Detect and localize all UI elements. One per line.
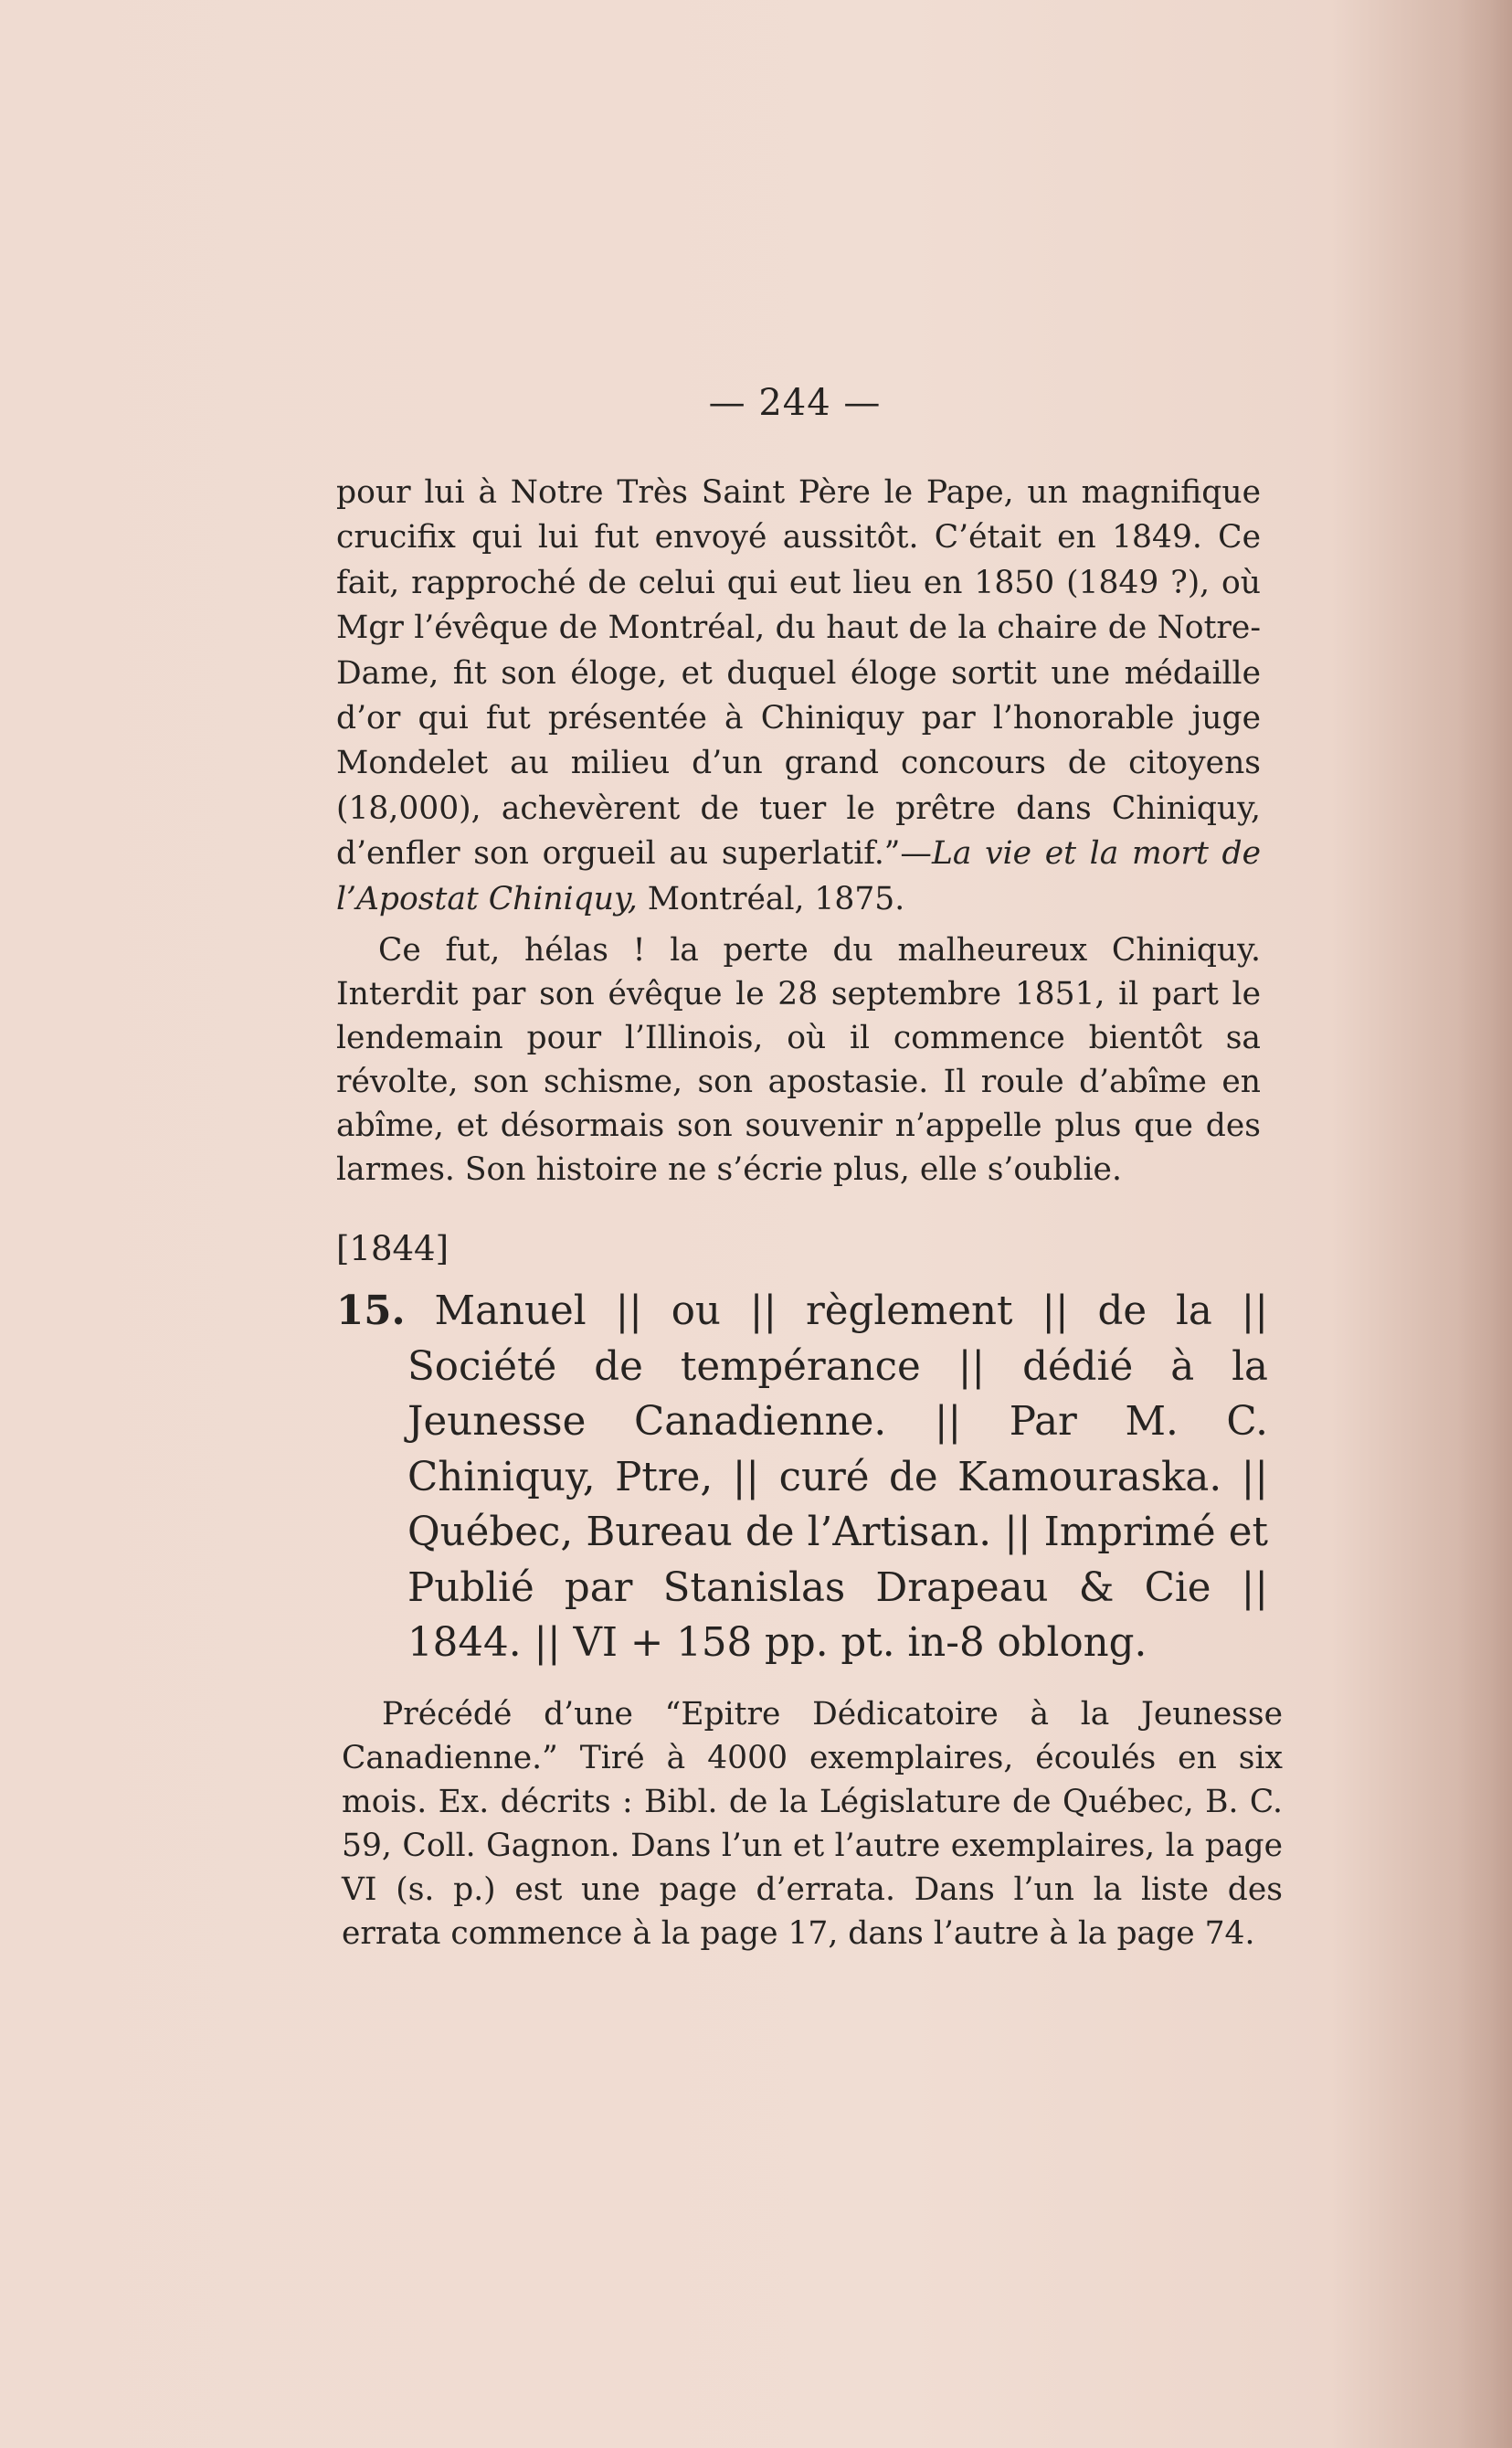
quotation-paragraph — [336, 471, 1261, 922]
entry-year: [1844] — [336, 1229, 449, 1268]
quotation-source-place: Montréal, 1875. — [637, 880, 905, 917]
quotation-text: pour lui à Notre Très Saint Père le Pape, un magnifique crucifix qui lui fut envoyé aussitôt. C’était en 1849. Ce fait, rapproché de celui qui eut lieu en 1850 (1849 ?), où Mgr l’évêque de Montréal, du haut de la chaire de Notre-Dame, fit son éloge, et duquel éloge sortit une médaille d’or qui fut présentée à Chiniquy par l’honorable juge Mondelet au milieu d’un grand concours de citoyens (18,000), achevèrent de tuer le prêtre dans Chiniquy, d’enfler son orgueil au superlatif.”— — [336, 474, 1261, 873]
page-gutter-shadow — [1457, 0, 1512, 2448]
page-number: — 244 — — [708, 382, 882, 424]
entry-title: Manuel || ou || règlement || de la || Société de tempérance || dédié à la Jeunesse Canadienne. || Par M. C. Chiniquy, Ptre, || curé de Kamouraska. || Québec, Bureau de l’Artisan. || Imprimé et Publié par Stanislas Drapeau & Cie || 1844. || VI + 158 pp. pt. in-8 oblong. — [405, 1288, 1268, 1666]
entry-note: Précédé d’une “Epitre Dédicatoire à la Jeunesse Canadienne.” Tiré à 4000 exemplaires, écoulés en six mois. Ex. décrits : Bibl. de la Législature de Québec, B. C. 59, Coll. Gagnon. Dans l’un et l’autre exemplaires, la page VI (s. p.) est une page d’errata. Dans l’un la liste des errata commence à la page 17, dans l’autre à la page 74. — [342, 1696, 1283, 1952]
body-paragraph: Ce fut, hélas ! la perte du malheureux Chiniquy. Interdit par son évêque le 28 septembre 1851, il part le lendemain pour l’Illinois, où il commence bientôt sa révolte, son schisme, son apostasie. Il roule d’abîme en abîme, et désormais son souvenir n’appelle plus que des larmes. Son histoire ne s’écrie plus, elle s’oublie. — [336, 932, 1261, 1188]
bibliographic-entry — [336, 1284, 1268, 1671]
quotation-source-title: La vie et la mort de l’Apostat Chiniquy, — [336, 835, 1261, 917]
entry-number: 15. — [336, 1288, 406, 1334]
